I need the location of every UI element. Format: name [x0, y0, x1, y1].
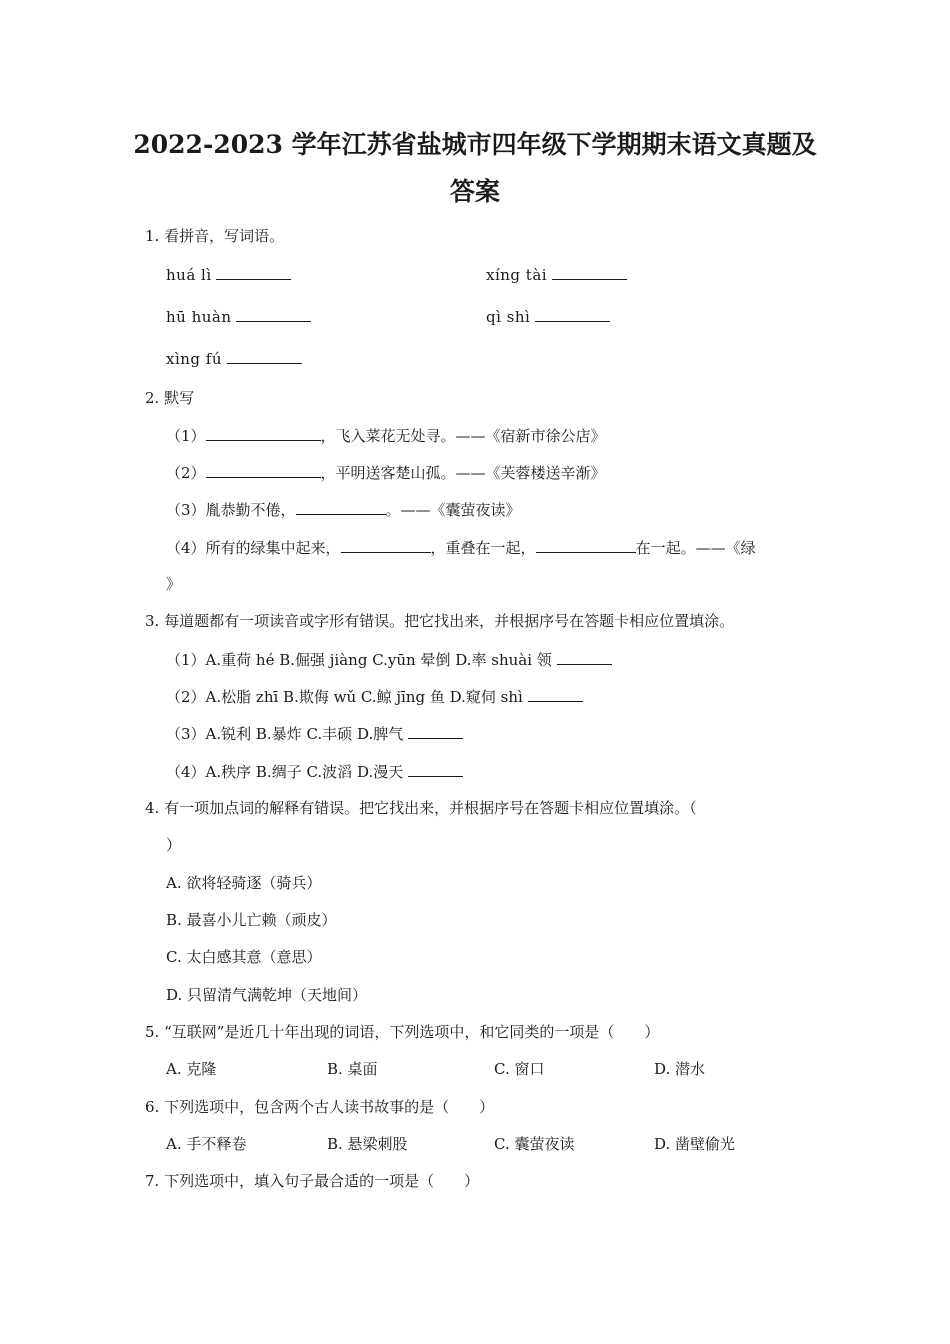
q4-option-c: C. 太白感其意（意思） — [166, 948, 322, 966]
answer-blank[interactable] — [536, 537, 636, 553]
answer-blank[interactable] — [552, 264, 627, 280]
q1-stem: 1. 看拼音，写词语。 — [145, 227, 285, 245]
answer-blank[interactable] — [557, 649, 612, 665]
document-title-line2: 答案 — [449, 177, 500, 206]
q5-option-a: A. 克隆 — [166, 1060, 217, 1078]
pinyin: huá lì — [166, 266, 212, 284]
q3-line-4 — [166, 761, 463, 782]
text: （2） — [166, 464, 206, 482]
text: 。——《囊萤夜读》 — [385, 501, 521, 519]
q6-stem: 6. 下列选项中，包含两个古人读书故事的是（ ） — [145, 1098, 495, 1116]
answer-blank[interactable] — [528, 686, 583, 702]
pinyin: xíng tài — [486, 266, 548, 284]
q1-item-3 — [166, 306, 311, 327]
answer-blank[interactable] — [408, 761, 463, 777]
q6-option-a: A. 手不释卷 — [166, 1135, 247, 1153]
q4-option-a: A. 欲将轻骑逐（骑兵） — [166, 874, 322, 892]
answer-blank[interactable] — [227, 348, 302, 364]
answer-blank[interactable] — [535, 306, 610, 322]
text: （3）胤恭勤不倦， — [166, 501, 296, 519]
q1-item-2 — [486, 264, 627, 285]
q4-stem: 4. 有一项加点词的解释有错误。把它找出来，并根据序号在答题卡相应位置填涂。（ — [145, 799, 697, 817]
q4-stem-cont: ） — [166, 836, 182, 854]
q2-line-4-cont: 》 — [166, 575, 182, 593]
text: （1）A.重荷 hé B.倔强 jiàng C.yūn 晕倒 D.率 shuài 领 — [166, 651, 552, 669]
q2-line-3 — [166, 499, 521, 520]
pinyin: qì shì — [486, 308, 531, 326]
pinyin: hū huàn — [166, 308, 232, 326]
text: （4）所有的绿集中起来， — [166, 539, 341, 557]
answer-blank[interactable] — [408, 723, 463, 739]
q5-option-d: D. 潜水 — [654, 1060, 706, 1078]
answer-blank[interactable] — [216, 264, 291, 280]
q2-stem: 2. 默写 — [145, 389, 195, 407]
q3-line-1 — [166, 649, 612, 670]
q1-item-5 — [166, 348, 302, 369]
q5-option-b: B. 桌面 — [327, 1060, 378, 1078]
answer-blank[interactable] — [206, 425, 321, 441]
q6-option-c: C. 囊萤夜读 — [494, 1135, 575, 1153]
text: （2）A.松脂 zhī B.欺侮 wǔ C.鲸 jīng 鱼 D.窥伺 shì — [166, 688, 523, 706]
text: ，平明送客楚山孤。——《芙蓉楼送辛渐》 — [320, 464, 606, 482]
q2-line-1 — [166, 425, 606, 446]
q3-line-2 — [166, 686, 583, 707]
q2-line-4 — [166, 537, 756, 558]
document-title-line1: 2022-2023 学年江苏省盐城市四年级下学期期末语文真题及 — [133, 130, 817, 159]
q7-stem: 7. 下列选项中，填入句子最合适的一项是（ ） — [145, 1172, 480, 1190]
text: （4）A.秩序 B.绸子 C.波滔 D.漫天 — [166, 763, 404, 781]
q3-stem: 3. 每道题都有一项读音或字形有错误。把它找出来，并根据序号在答题卡相应位置填涂。 — [145, 612, 735, 630]
text: ，重叠在一起， — [430, 539, 536, 557]
answer-blank[interactable] — [296, 499, 386, 515]
q6-option-b: B. 悬梁刺股 — [327, 1135, 408, 1153]
text: 在一起。——《绿 — [635, 539, 756, 557]
q5-option-c: C. 窗口 — [494, 1060, 545, 1078]
q6-option-d: D. 凿壁偷光 — [654, 1135, 736, 1153]
answer-blank[interactable] — [341, 537, 431, 553]
q5-stem: 5. “互联网”是近几十年出现的词语，下列选项中，和它同类的一项是（ ） — [145, 1023, 660, 1041]
answer-blank[interactable] — [236, 306, 311, 322]
text: ，飞入菜花无处寻。——《宿新市徐公店》 — [320, 427, 606, 445]
q3-line-3 — [166, 723, 463, 744]
answer-blank[interactable] — [206, 462, 321, 478]
q1-item-4 — [486, 306, 610, 327]
q4-option-d: D. 只留清气满乾坤（天地间） — [166, 986, 368, 1004]
q4-option-b: B. 最喜小儿亡赖（顽皮） — [166, 911, 337, 929]
q2-line-2 — [166, 462, 606, 483]
pinyin: xìng fú — [166, 350, 222, 368]
text: （3）A.锐利 B.暴炸 C.丰硕 D.脾气 — [166, 725, 404, 743]
q1-item-1 — [166, 264, 291, 285]
text: （1） — [166, 427, 206, 445]
